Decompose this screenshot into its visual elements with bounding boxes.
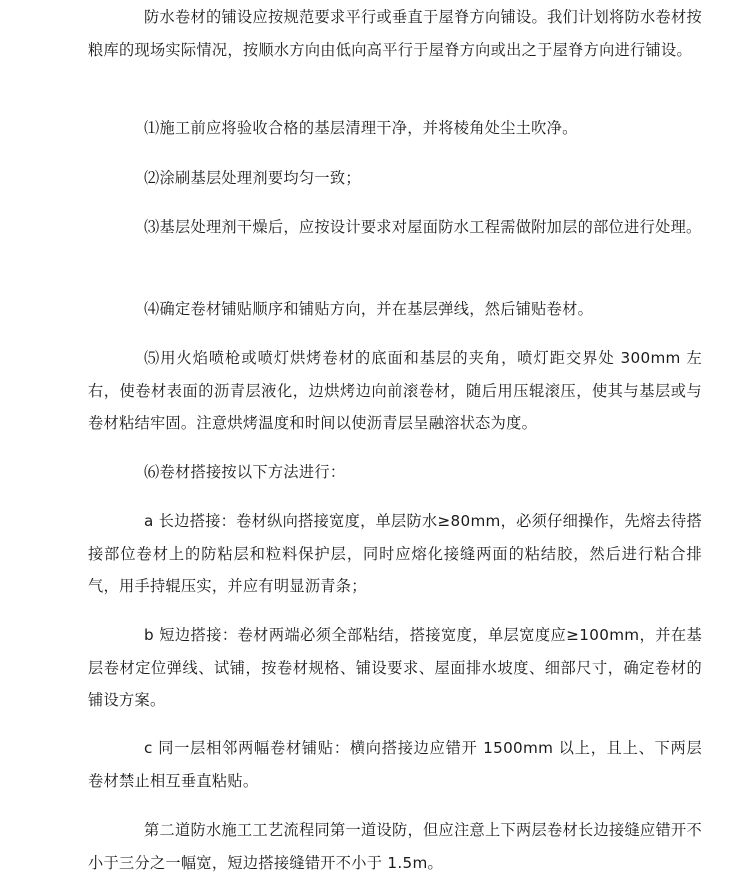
paragraph-step-2: ⑵涂刷基层处理剂要均匀一致； <box>144 169 361 187</box>
paragraph-step-3: ⑶基层处理剂干燥后，应按设计要求对屋面防水工程需做附加层的部位进行处理。 <box>144 218 702 236</box>
paragraph-step-1: ⑴施工前应将验收合格的基层清理干净，并将棱角处尘土吹净。 <box>144 119 578 137</box>
paragraph-second-layer: 第二道防水施工工艺流程同第一道设防，但应注意上下两层卷材长边接缝应错开不小于三分之一幅宽，短边搭接缝错开不小于 1.5m。 <box>88 821 702 872</box>
paragraph-long-edge-lap: a 长边搭接：卷材纵向搭接宽度，单层防水≥80mm，必须仔细操作，先熔去待搭接部位卷材上的防粘层和粒料保护层，同时应熔化接缝两面的粘结胶，然后进行粘合排气，用手持辊压实，并应有明显沥青条； <box>88 512 702 595</box>
paragraph-step-6: ⑹卷材搭接按以下方法进行： <box>144 463 346 481</box>
paragraph-short-edge-lap: b 短边搭接：卷材两端必须全部粘结，搭接宽度，单层宽度应≥100mm，并在基层卷材定位弹线、试铺，按卷材规格、铺设要求、屋面排水坡度、细部尺寸，确定卷材的铺设方案。 <box>88 626 702 709</box>
paragraph-adjacent-sheets: c 同一层相邻两幅卷材铺贴：横向搭接边应错开 1500mm 以上，且上、下两层卷材禁止相互垂直粘贴。 <box>88 739 702 790</box>
paragraph-intro: 防水卷材的铺设应按规范要求平行或垂直于屋脊方向铺设。我们计划将防水卷材按粮库的现场实际情况，按顺水方向由低向高平行于屋脊方向或出之于屋脊方向进行铺设。 <box>88 8 702 59</box>
paragraph-step-4: ⑷确定卷材铺贴顺序和铺贴方向，并在基层弹线，然后铺贴卷材。 <box>144 300 594 318</box>
paragraph-step-5: ⑸用火焰喷枪或喷灯烘烤卷材的底面和基层的夹角，喷灯距交界处 300mm 左右，使卷材表面的沥青层液化，边烘烤边向前滚卷材，随后用压辊滚压，使其与基层或与卷材粘结牢固。注意烘烤温度和时间以使沥青层呈融溶状态为度。 <box>88 349 702 432</box>
